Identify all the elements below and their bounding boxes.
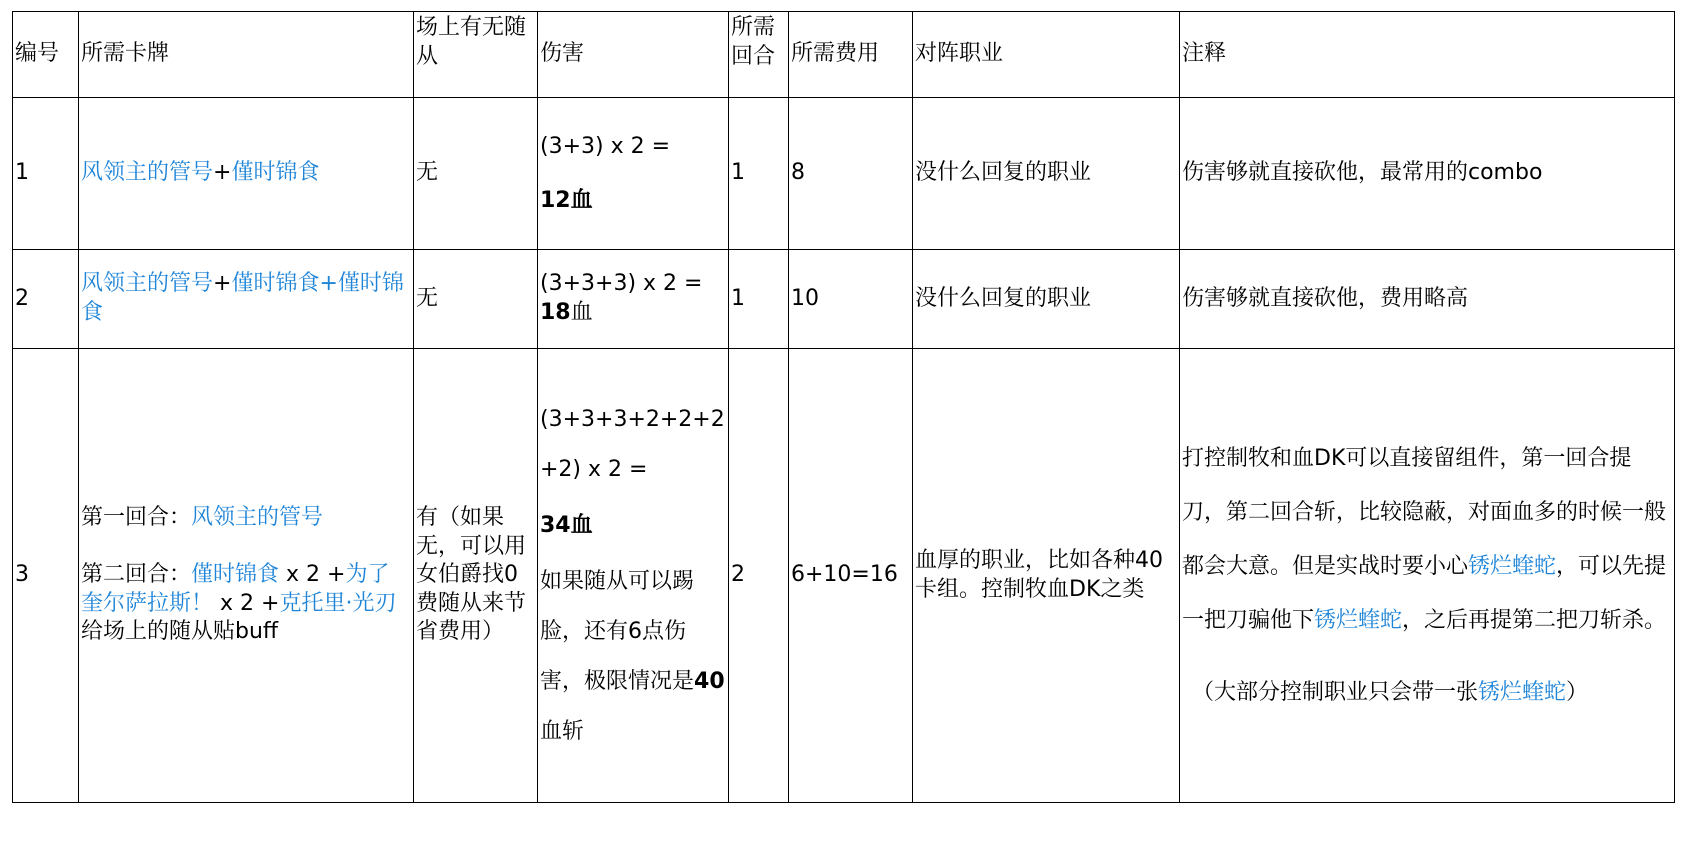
row2-id: 2 xyxy=(13,250,79,349)
header-row xyxy=(13,12,1675,98)
multiplier: x 2 + xyxy=(279,561,346,587)
damage-result xyxy=(540,299,726,328)
turn2-label: 第二回合： xyxy=(81,561,192,587)
row3-minion: 有（如果无，可以用女伯爵找0费随从来节省费用） xyxy=(414,349,538,803)
card-link[interactable]: 风领主的管号 xyxy=(81,271,214,297)
damage-formula: (3+3+3) x 2 = xyxy=(540,271,703,297)
row1-turns: 1 xyxy=(729,98,789,250)
row2-damage xyxy=(538,250,729,349)
row3-notes xyxy=(1180,349,1675,803)
row3-damage xyxy=(538,349,729,803)
turn2-cards xyxy=(81,561,411,647)
header-notes: 注释 xyxy=(1180,12,1675,98)
card-link[interactable]: 僅时锦食 xyxy=(191,561,280,587)
header-cost: 所需费用 xyxy=(789,12,913,98)
turn1-cards xyxy=(81,504,411,533)
card-link[interactable]: 为了奎尔萨拉斯！ xyxy=(81,561,390,616)
row2-cost: 10 xyxy=(789,250,913,349)
damage-formula: (3+3) x 2 = xyxy=(540,133,671,159)
plus-sign: + xyxy=(319,271,338,297)
header-id: 编号 xyxy=(13,12,79,98)
row1-cards xyxy=(79,98,414,250)
plus-sign: + xyxy=(213,160,232,186)
damage-extra-text: 如果随从可以踢脸，还有6点伤害，极限情况是 xyxy=(540,568,695,694)
combo-table xyxy=(12,11,1675,803)
card-link[interactable]: 僅时锦食 xyxy=(231,160,320,186)
table-row xyxy=(13,98,1675,250)
damage-result-unit: 血 xyxy=(570,300,593,325)
damage-formula: (3+3+3+2+2+2+2) x 2 = xyxy=(540,406,725,482)
notes-text: ，可以先提一把刀骗他下 xyxy=(1182,553,1667,633)
row1-notes: 伤害够就直接砍他，最常用的combo xyxy=(1180,98,1675,250)
header-cards: 所需卡牌 xyxy=(79,12,414,98)
damage-extra xyxy=(540,557,726,757)
row3-opponent: 血厚的职业，比如各种40卡组。控制牧血DK之类 xyxy=(913,349,1180,803)
row1-id: 1 xyxy=(13,98,79,250)
card-link[interactable]: 锈烂蝰蛇 xyxy=(1468,553,1557,579)
table-row xyxy=(13,250,1675,349)
header-minion: 场上有无随从 xyxy=(414,12,538,98)
header-opponent: 对阵职业 xyxy=(913,12,1180,98)
row3-cost: 6+10=16 xyxy=(789,349,913,803)
damage-max-number: 40 xyxy=(694,668,725,694)
notes-text: ，之后再提第二把刀斩杀。 xyxy=(1402,607,1667,633)
notes-text: 打控制牧和血DK可以直接留组件，第一回合提刀，第二回合斩，比较隐蔽，对面血多的时候一般都会大意。但是实战时要小心 xyxy=(1182,445,1667,579)
buff-text: 给场上的随从贴buff xyxy=(81,619,279,645)
row2-notes: 伤害够就直接砍他，费用略高 xyxy=(1180,250,1675,349)
row2-opponent: 没什么回复的职业 xyxy=(913,250,1180,349)
card-link[interactable]: 风领主的管号 xyxy=(81,160,214,186)
row1-minion: 无 xyxy=(414,98,538,250)
notes-text: （大部分控制职业只会带一张 xyxy=(1192,679,1479,705)
card-link[interactable]: 僅时锦食 xyxy=(231,271,320,297)
row2-cards xyxy=(79,250,414,349)
turn1-label: 第一回合： xyxy=(81,505,192,531)
row3-cards xyxy=(79,349,414,803)
header-turns: 所需回合 xyxy=(729,12,789,98)
row1-damage xyxy=(538,98,729,250)
card-link[interactable]: 锈烂蝰蛇 xyxy=(1314,607,1403,633)
card-link[interactable]: 锈烂蝰蛇 xyxy=(1478,679,1567,705)
card-link[interactable]: 克托里·光刃 xyxy=(279,590,397,616)
row3-turns: 2 xyxy=(729,349,789,803)
damage-result: 34血 xyxy=(540,512,593,538)
table-row xyxy=(13,349,1675,803)
card-link[interactable]: 僅时锦食 xyxy=(81,271,404,325)
row3-id: 3 xyxy=(13,349,79,803)
damage-result-number: 18 xyxy=(540,300,571,325)
plus-sign: + xyxy=(213,271,232,297)
multiplier: x 2 + xyxy=(213,590,280,616)
row1-opponent: 没什么回复的职业 xyxy=(913,98,1180,250)
row1-cost: 8 xyxy=(789,98,913,250)
row2-turns: 1 xyxy=(729,250,789,349)
damage-result: 12血 xyxy=(540,187,593,213)
notes-aside xyxy=(1182,666,1672,720)
notes-main xyxy=(1182,432,1672,648)
damage-max-unit: 血斩 xyxy=(540,718,585,744)
row2-minion: 无 xyxy=(414,250,538,349)
card-link[interactable]: 风领主的管号 xyxy=(191,505,324,531)
header-damage: 伤害 xyxy=(538,12,729,98)
notes-text: ） xyxy=(1566,679,1589,705)
